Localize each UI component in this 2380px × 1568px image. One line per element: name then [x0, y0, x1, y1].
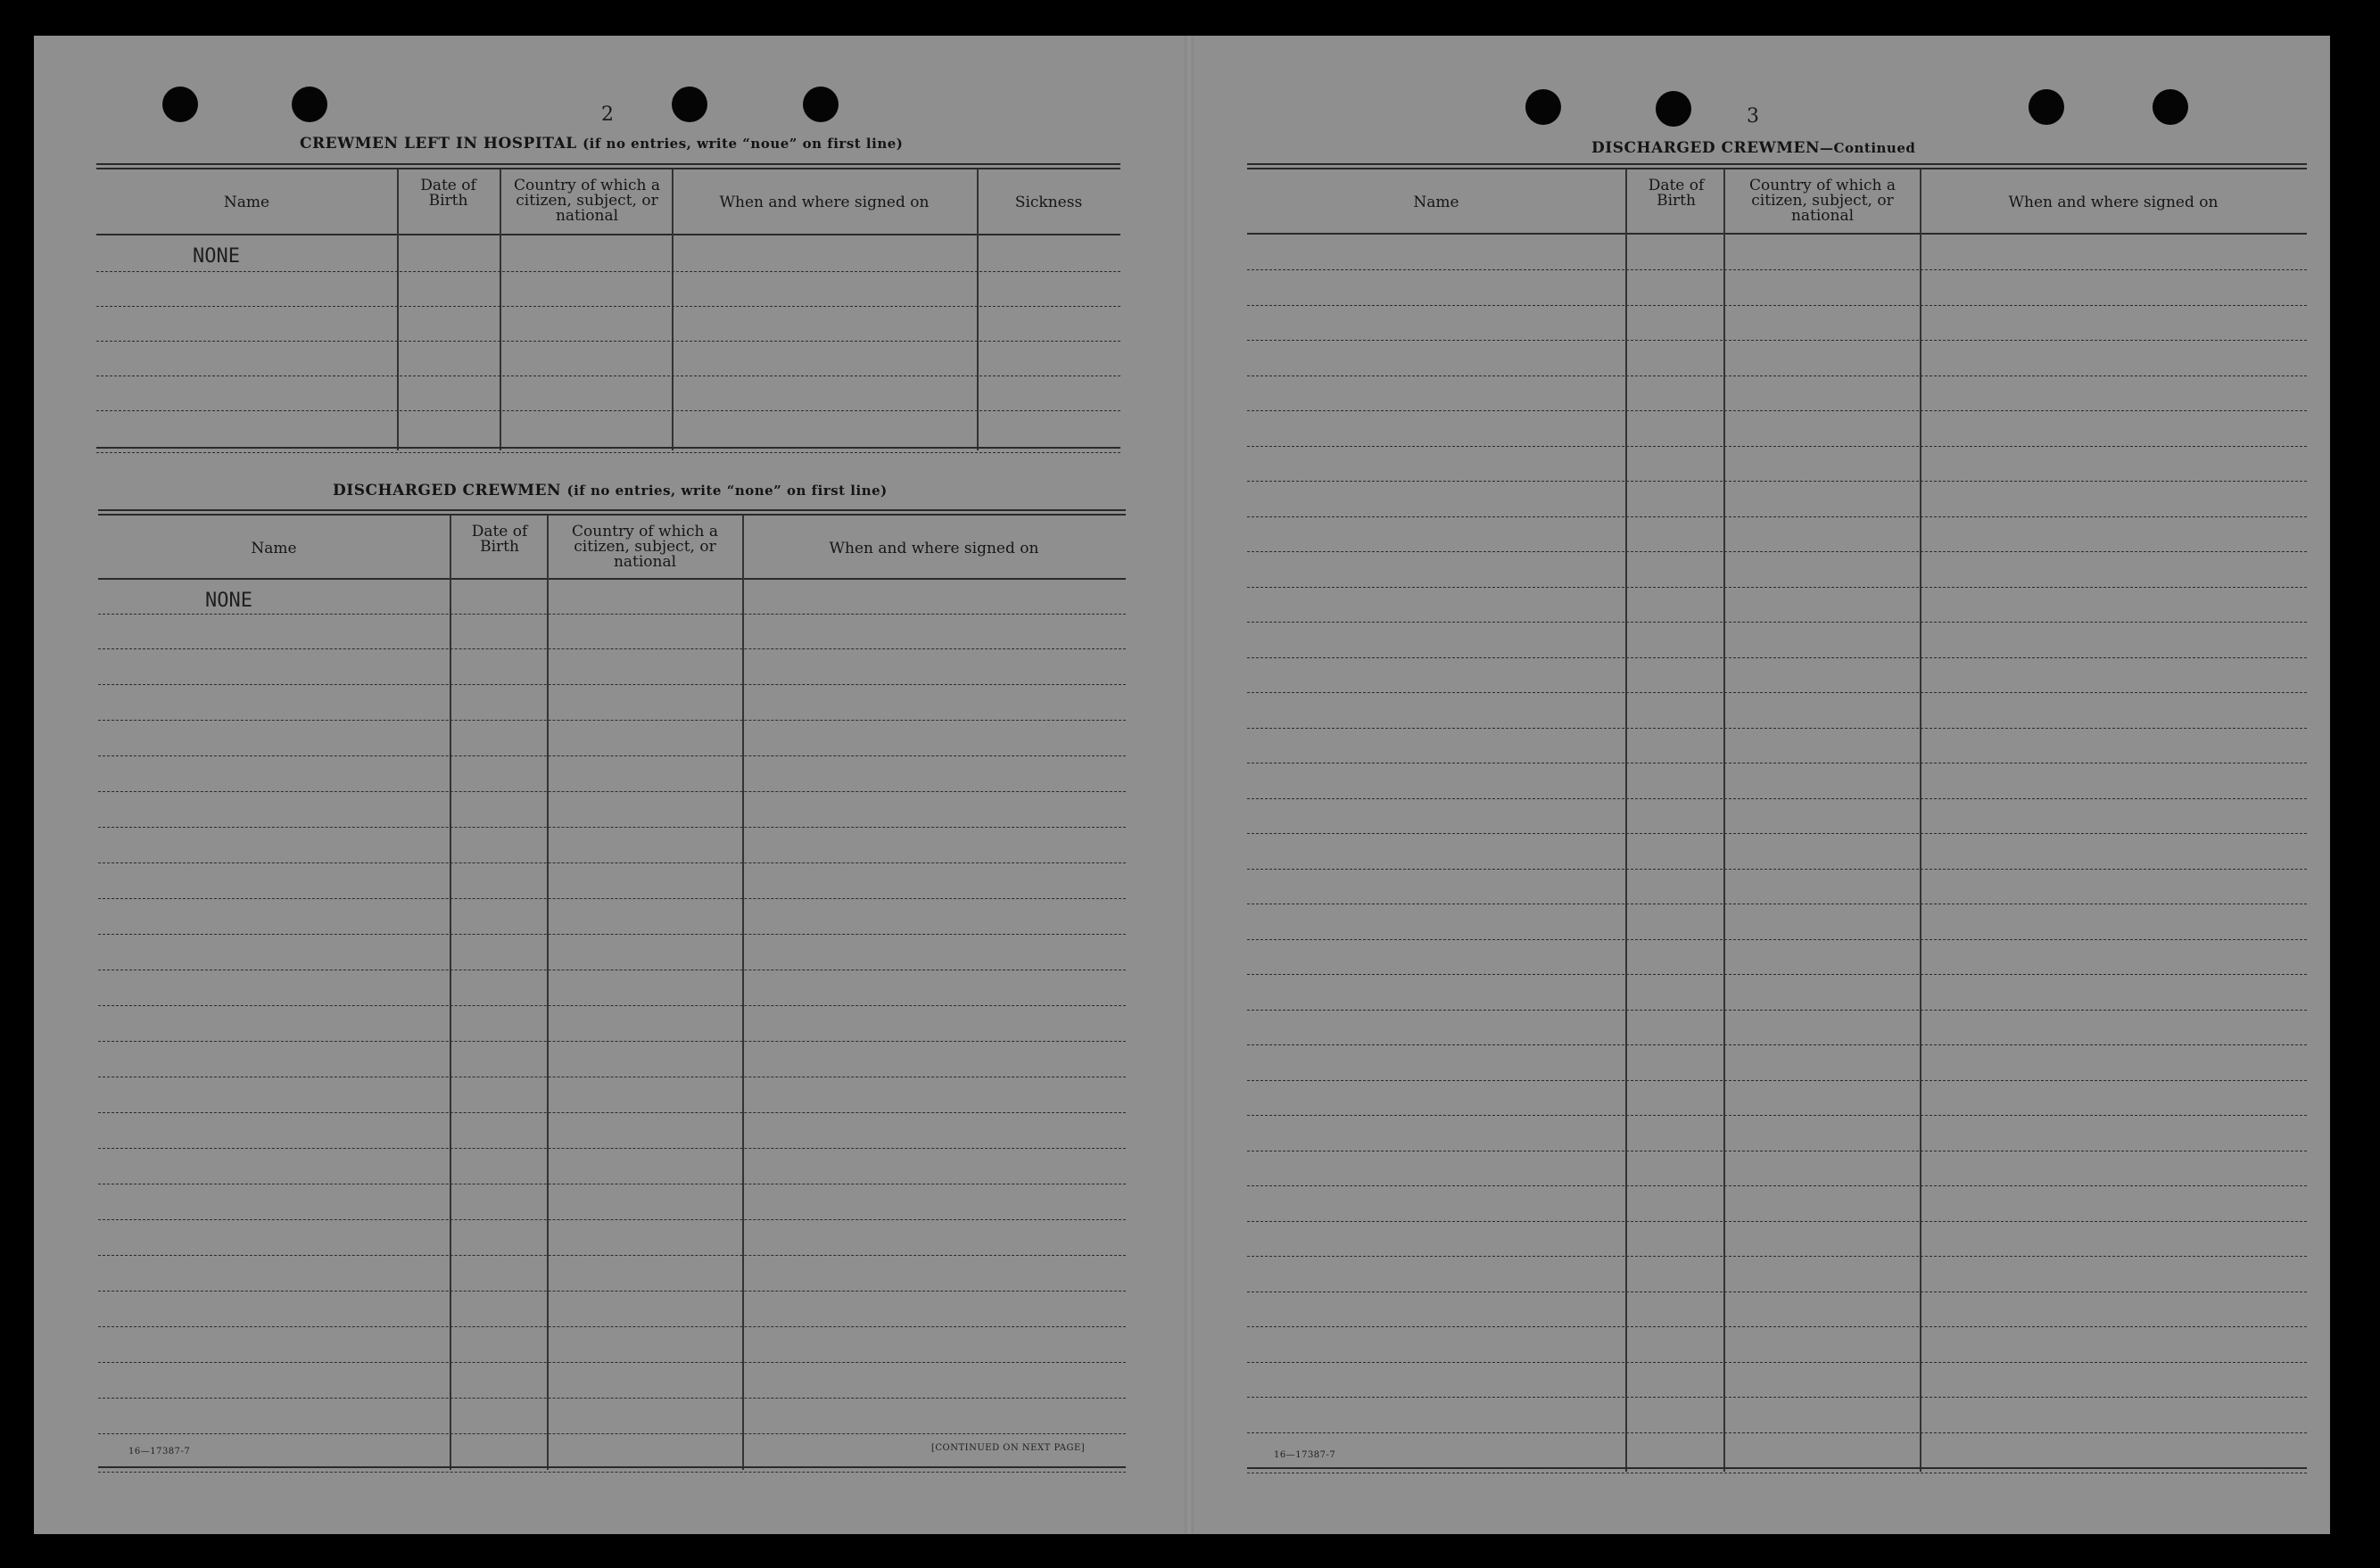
punch-hole: [672, 87, 707, 122]
hospital-entry-name: NONE: [193, 245, 240, 268]
punch-hole: [292, 87, 327, 122]
column-header-signed-on: When and where signed on: [2008, 194, 2219, 211]
discharged-continued-suffix: —Continued: [1820, 140, 1916, 156]
punch-hole: [1656, 91, 1691, 127]
column-header-date-of-birth: Date of Birth: [1648, 177, 1705, 210]
discharged-table-left: [98, 509, 1126, 1473]
column-header-country: Country of which a citizen, subject, or national: [514, 177, 660, 225]
discharged-continued-heading: [1591, 139, 1915, 157]
column-header-signed-on: When and where signed on: [829, 540, 1039, 557]
form-number-left: 16—17387-7: [128, 1447, 191, 1457]
discharged-table-right: [1247, 163, 2307, 1474]
page-number-right: 3: [1747, 105, 1759, 128]
discharged-title: DISCHARGED CREWMEN: [333, 482, 562, 499]
column-header-country: Country of which a citizen, subject, or national: [572, 523, 718, 571]
document-sheet: [34, 36, 2330, 1534]
column-header-signed-on: When and where signed on: [719, 194, 930, 211]
discharged-note: (if no entries, write “none” on first line): [566, 483, 888, 499]
discharged-continued-title: DISCHARGED CREWMEN: [1591, 139, 1821, 157]
form-number-right: 16—17387-7: [1274, 1450, 1336, 1460]
page-number-left: 2: [601, 103, 614, 126]
discharged-heading: [333, 482, 888, 499]
punch-hole: [1525, 89, 1561, 125]
column-header-date-of-birth: Date of Birth: [471, 523, 528, 556]
column-header-date-of-birth: Date of Birth: [420, 177, 476, 210]
column-header-name: Name: [1413, 194, 1459, 211]
punch-hole: [2029, 89, 2064, 125]
punch-hole: [162, 87, 198, 122]
discharged-entry-name: NONE: [205, 590, 252, 612]
column-header-country: Country of which a citizen, subject, or national: [1749, 177, 1896, 225]
column-header-name: Name: [251, 540, 297, 557]
continued-note: [CONTINUED ON NEXT PAGE]: [931, 1443, 1086, 1453]
punch-hole: [2153, 89, 2188, 125]
hospital-note: (if no entries, write “noue” on first line): [583, 136, 904, 152]
hospital-title: CREWMEN LEFT IN HOSPITAL: [300, 135, 577, 153]
column-header-name: Name: [223, 194, 270, 211]
punch-hole: [803, 87, 839, 122]
hospital-table: [96, 163, 1120, 458]
hospital-heading: [300, 135, 903, 153]
column-header-sickness: Sickness: [1014, 194, 1083, 211]
